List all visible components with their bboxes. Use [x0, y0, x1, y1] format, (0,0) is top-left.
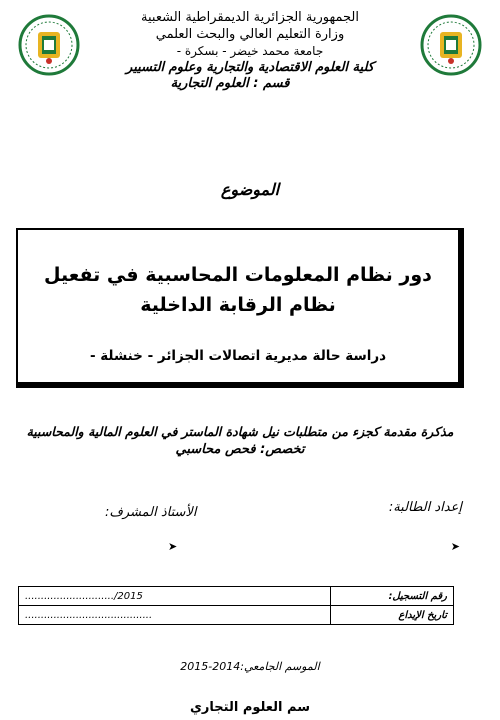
deposit-date-value: ........................................ [19, 606, 331, 625]
subject-heading: الموضوع [220, 180, 280, 199]
table-row [19, 606, 454, 625]
university-logo-left [18, 14, 80, 76]
supervisor-label: الأستاذ المشرف: [105, 505, 197, 520]
thesis-title: دور نظام المعلومات المحاسبية في تفعيل نظام الرقابة الداخلية [44, 264, 432, 316]
registration-number-value: ............................/2015 [19, 587, 331, 606]
department-line: قسم : العلوم التجارية [170, 76, 290, 91]
registration-number-label: رقم التسجيل: [331, 587, 454, 606]
memo-description: مذكرة مقدمة كجزء من متطلبات نيل شهادة الماستر في العلوم المالية والمحاسبية [26, 424, 454, 439]
institution-header [80, 10, 420, 93]
ministry-line: وزارة التعليم العالي والبحث العلمي [155, 26, 345, 42]
case-study-subtitle: دراسة حالة مديرية اتصالات الجزائر - خنشلة - [89, 348, 387, 364]
academic-year: الموسم الجامعي:2014-2015 [180, 660, 320, 673]
university-line: جامعة محمد خيضر - بسكرة - [176, 44, 324, 58]
student-arrow-icon: ➤ [450, 540, 460, 553]
footer-department: سم العلوم التجاري [190, 700, 310, 715]
deposit-date-label: تاريخ الإيداع [331, 606, 454, 625]
specialization: تخصص: فحص محاسبي [175, 442, 305, 457]
university-logo-right [420, 14, 482, 76]
faculty-line: كلية العلوم الاقتصادية والتجارية وعلوم التسيير [126, 59, 374, 75]
student-label: إعداد الطالبة: [388, 500, 462, 515]
title-box [16, 228, 464, 388]
registration-table [18, 586, 454, 625]
supervisor-arrow-icon: ➤ [168, 540, 178, 553]
republic-line: الجمهورية الجزائرية الديمقراطية الشعبية [141, 10, 359, 25]
table-row [19, 587, 454, 606]
